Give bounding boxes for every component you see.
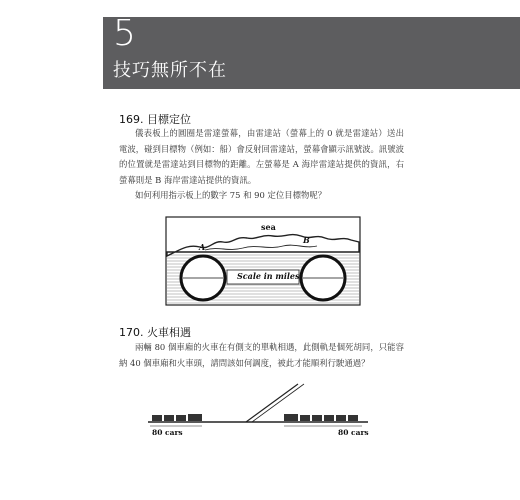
- puzzle-169-paragraph-2: 如何利用指示板上的數字 75 和 90 定位目標物呢？: [135, 190, 327, 200]
- point-a-label: A: [199, 242, 206, 252]
- puzzle-170-heading: 170. 火車相遇: [119, 326, 191, 339]
- chapter-number: 5: [113, 13, 136, 54]
- sea-label: sea: [261, 222, 276, 232]
- right-train: [284, 414, 358, 421]
- point-b-label: B: [303, 235, 310, 245]
- left-train-label: 80 cars: [152, 428, 183, 437]
- left-train: [152, 414, 202, 421]
- radar-coastline-figure: [165, 216, 361, 306]
- train-siding-figure: [148, 382, 368, 434]
- puzzle-170-paragraph-1: 兩輛 80 個車廂的火車在有側支的單軌相遇，此側軌是個死胡同，只能容納 40 個車廂和火車頭，請問該如何調度，被此才能順利行駛通過？: [119, 342, 404, 368]
- puzzle-169-paragraph-1: 儀表板上的圓圈是雷達螢幕，由雷達站（螢幕上的 0 就是雷達站）送出電波，碰到目標物（例如：船）會反射回雷達站，螢幕會顯示訊號波。訊號波的位置就是雷達站到目標物的距離。左螢幕是 A 海岸雷達站提供的資訊，右螢幕則是 B 海岸雷達站提供的資訊。: [119, 128, 404, 185]
- chapter-title: 技巧無所不在: [113, 60, 227, 81]
- puzzle-169-heading: 169. 目標定位: [119, 113, 191, 126]
- scale-label: Scale in miles: [237, 271, 300, 281]
- right-train-label: 80 cars: [338, 428, 369, 437]
